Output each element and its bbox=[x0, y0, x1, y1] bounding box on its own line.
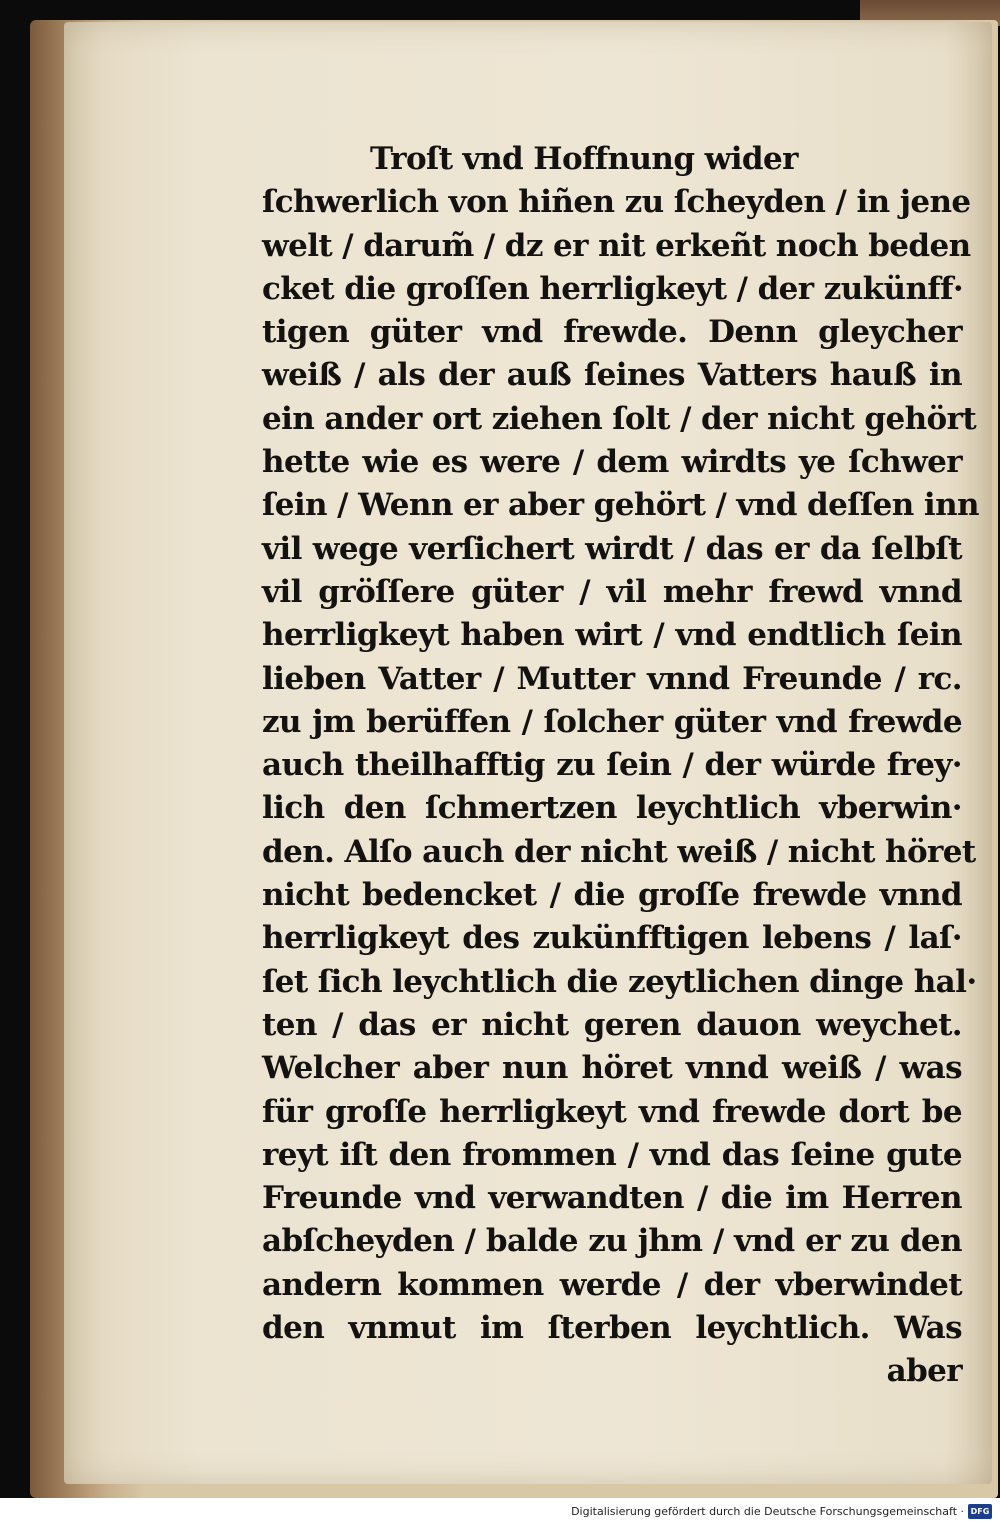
text-line: Welcher aber nun höret vnnd weiß / was bbox=[262, 1050, 962, 1087]
text-line: lieben Vatter / Mutter vnnd Freunde / rc. bbox=[262, 660, 962, 697]
text-line: zu jm berüffen / ſolcher güter vnd frewde bbox=[262, 703, 962, 740]
text-line: vil wege verſichert wirdt / das er da ſelbſt bbox=[262, 530, 962, 567]
text-line: ſchwerlich von hiñen zu ſcheyden / in jene bbox=[262, 184, 971, 221]
footer-bar bbox=[0, 1498, 1000, 1524]
text-line: lich den ſchmertzen leychtlich vberwin· bbox=[262, 790, 962, 827]
text-line: vil gröſſere güter / vil mehr frewd vnnd bbox=[262, 573, 962, 610]
text-line: nicht bedencket / die groſſe frewde vnnd bbox=[262, 877, 962, 914]
dfg-logo-icon: DFG bbox=[968, 1504, 992, 1519]
running-headline: Troſt vnd Hoffnung wider bbox=[370, 141, 798, 177]
text-line: auch theilhafftig zu ſein / der würde frey· bbox=[262, 747, 962, 784]
text-line: andern kommen werde / der vberwindet bbox=[262, 1266, 962, 1303]
text-line: herrligkeyt haben wirt / vnd endtlich ſein bbox=[262, 617, 962, 654]
text-line: abſcheyden / balde zu jhm / vnd er zu den bbox=[262, 1223, 962, 1260]
page-text-block bbox=[262, 138, 979, 1394]
text-line: hette wie es were / dem wirdts ye ſchwer bbox=[262, 444, 962, 481]
text-line: für groſſe herrligkeyt vnd frewde dort be bbox=[262, 1093, 962, 1130]
catchword: aber bbox=[886, 1353, 962, 1390]
text-line: ſein / Wenn er aber gehört / vnd deſſen inn bbox=[262, 487, 979, 524]
text-line: Freunde vnd verwandten / die im Herren bbox=[262, 1180, 962, 1217]
text-line: den. Alſo auch der nicht weiß / nicht höret bbox=[262, 833, 976, 870]
text-line: ten / das er nicht geren dauon weychet. bbox=[262, 1006, 962, 1043]
text-line: cket die groſſen herrligkeyt / der zukünff· bbox=[262, 270, 964, 307]
text-line: ſet ſich leychtlich die zeytlichen dinge hal· bbox=[262, 963, 977, 1000]
text-line: ein ander ort ziehen ſolt / der nicht gehört bbox=[262, 400, 977, 437]
text-line: weiß / als der auß ſeines Vatters hauß in bbox=[262, 357, 962, 394]
text-line: herrligkeyt des zukünfftigen lebens / laſ· bbox=[262, 920, 962, 957]
funding-credit: Digitalisierung gefördert durch die Deutsche Forschungsgemeinschaft · bbox=[571, 1505, 964, 1518]
text-line: tigen güter vnd frewde. Denn gleycher bbox=[262, 314, 962, 351]
text-line: welt / darum̃ / dz er nit erkeñt noch beden bbox=[262, 227, 971, 264]
text-lines bbox=[262, 181, 979, 1350]
text-line: reyt iſt den frommen / vnd das ſeine gute bbox=[262, 1136, 962, 1173]
text-line: den vnmut im ſterben leychtlich. Was bbox=[262, 1310, 962, 1347]
